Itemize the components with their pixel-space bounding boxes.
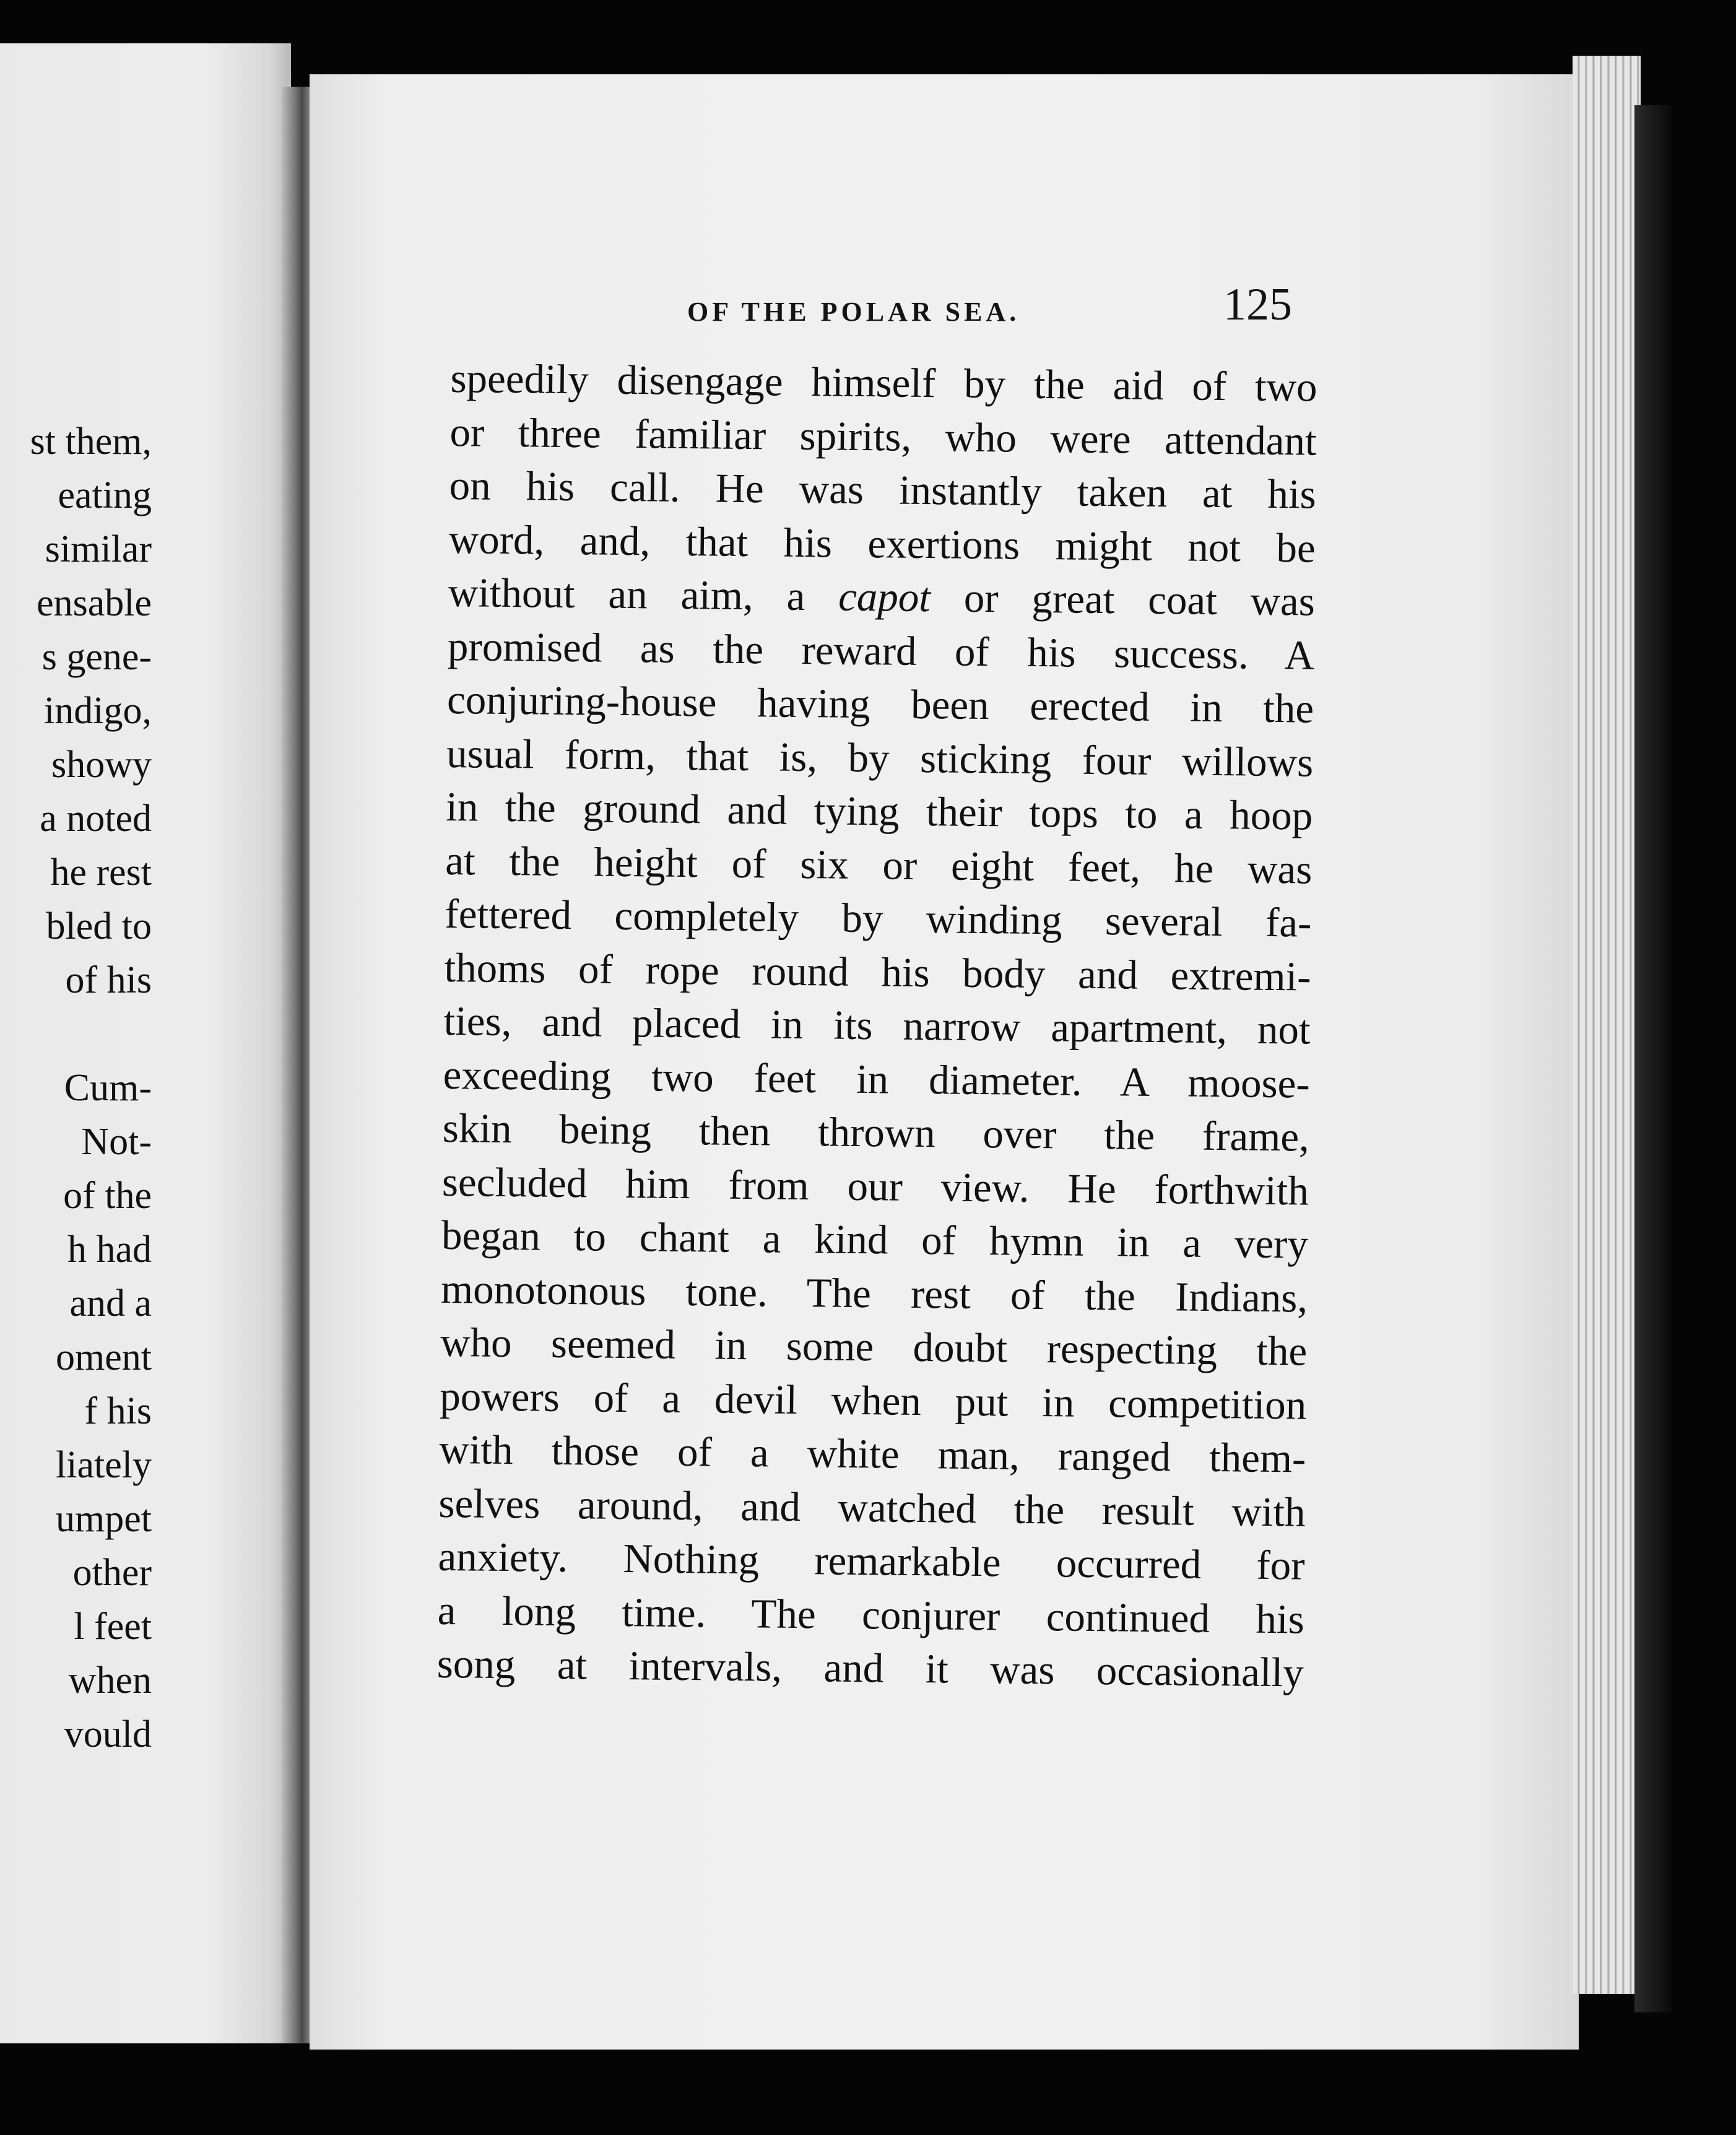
book-cover-edge: [1634, 105, 1672, 2012]
text-line: [436, 1637, 1304, 1700]
text-run: or great coat was: [930, 575, 1316, 625]
text-run: usual form, that is, by sticking four willows: [446, 730, 1314, 786]
text-line: [438, 1476, 1306, 1539]
text-line: [442, 1102, 1309, 1164]
text-line: [441, 1262, 1308, 1324]
text-line: [445, 833, 1313, 896]
left-paragraph-gap: [0, 1007, 152, 1061]
left-line: liately: [56, 1444, 152, 1486]
text-line: [438, 1530, 1305, 1593]
left-line: a noted: [40, 798, 152, 840]
left-page-text: [0, 415, 152, 1762]
text-line: [450, 352, 1317, 414]
left-line: when: [68, 1659, 152, 1702]
left-line: similar: [45, 528, 152, 570]
left-line: eating: [58, 474, 152, 516]
left-line: of the: [63, 1175, 152, 1217]
text-line: [437, 1583, 1304, 1646]
text-run: on his call. He was instantly taken at his: [449, 462, 1317, 518]
text-run: promised as the reward of his success. A: [447, 623, 1315, 679]
italic-term: capot: [838, 573, 931, 621]
text-run: in the ground and tying their tops to a hoop: [445, 783, 1313, 839]
page-edges: [1573, 56, 1641, 1994]
text-line: [443, 1048, 1310, 1110]
text-run: at the height of six or eight feet, he was: [445, 837, 1313, 893]
running-head: OF THE POLAR SEA.: [687, 297, 1020, 327]
text-line: [439, 1423, 1306, 1485]
left-line: Cum-: [64, 1067, 152, 1109]
left-line: Not-: [81, 1121, 152, 1163]
text-run: powers of a devil when put in competition: [439, 1373, 1307, 1428]
text-run: who seemed in some doubt respecting the: [440, 1319, 1308, 1375]
text-line: [449, 459, 1316, 521]
body-text: [436, 352, 1317, 1700]
left-line: indigo,: [44, 690, 152, 732]
text-run: skin being then thrown over the frame,: [442, 1105, 1310, 1160]
text-run: word, and, that his exertions might not be: [448, 516, 1316, 572]
left-line: he rest: [50, 851, 152, 894]
left-line: st them,: [30, 420, 152, 463]
left-line: bled to: [46, 905, 152, 947]
text-line: [445, 887, 1312, 950]
text-run: anxiety. Nothing remarkable occurred for: [438, 1533, 1305, 1589]
text-run: exceeding two feet in diameter. A moose-: [443, 1051, 1311, 1107]
text-run: a long time. The conjurer continued his: [437, 1587, 1305, 1643]
left-line: l feet: [74, 1606, 152, 1648]
text-run: selves around, and watched the result with: [438, 1480, 1306, 1536]
left-line: of his: [65, 959, 152, 1001]
text-run: ties, and placed in its narrow apartment, not: [443, 998, 1311, 1053]
text-run: with those of a white man, ranged them-: [439, 1426, 1306, 1482]
left-line: umpet: [56, 1498, 152, 1540]
text-line: [440, 1316, 1308, 1378]
text-run: song at intervals, and it was occasionally: [436, 1640, 1304, 1696]
text-line: [444, 941, 1311, 1003]
text-line: [446, 780, 1313, 843]
text-line: [448, 566, 1315, 628]
text-line: [443, 994, 1311, 1057]
left-line: s gene-: [41, 636, 152, 678]
text-line: [446, 726, 1314, 789]
text-line: [448, 619, 1315, 682]
text-run: fettered completely by winding several fa-: [445, 890, 1312, 946]
text-line: [442, 1155, 1309, 1217]
text-line: [440, 1369, 1307, 1432]
text-run: without an aim, a: [448, 569, 839, 620]
text-run: conjuring-house having been erected in the: [446, 676, 1314, 732]
left-line: f his: [84, 1390, 152, 1432]
left-line: other: [72, 1552, 152, 1594]
text-run: monotonous tone. The rest of the Indians,: [440, 1266, 1308, 1321]
left-line: vould: [64, 1713, 152, 1755]
text-run: thoms of rope round his body and extremi-: [444, 944, 1311, 1000]
text-run: secluded him from our view. He forthwith: [441, 1159, 1309, 1214]
text-line: [448, 512, 1316, 575]
left-line: showy: [51, 744, 152, 786]
left-line: and a: [69, 1282, 152, 1324]
left-line: ensable: [37, 582, 152, 624]
left-page: [0, 43, 291, 2043]
text-run: or three familiar spirits, who were attendant: [449, 409, 1317, 464]
left-line: oment: [56, 1336, 152, 1378]
page-number: 125: [1223, 279, 1292, 330]
text-run: speedily disengage himself by the aid of two: [450, 355, 1317, 411]
text-run: began to chant a kind of hymn in a very: [441, 1212, 1309, 1268]
text-line: [447, 673, 1314, 736]
text-line: [449, 405, 1317, 467]
left-line: h had: [67, 1228, 152, 1271]
text-line: [441, 1209, 1309, 1271]
